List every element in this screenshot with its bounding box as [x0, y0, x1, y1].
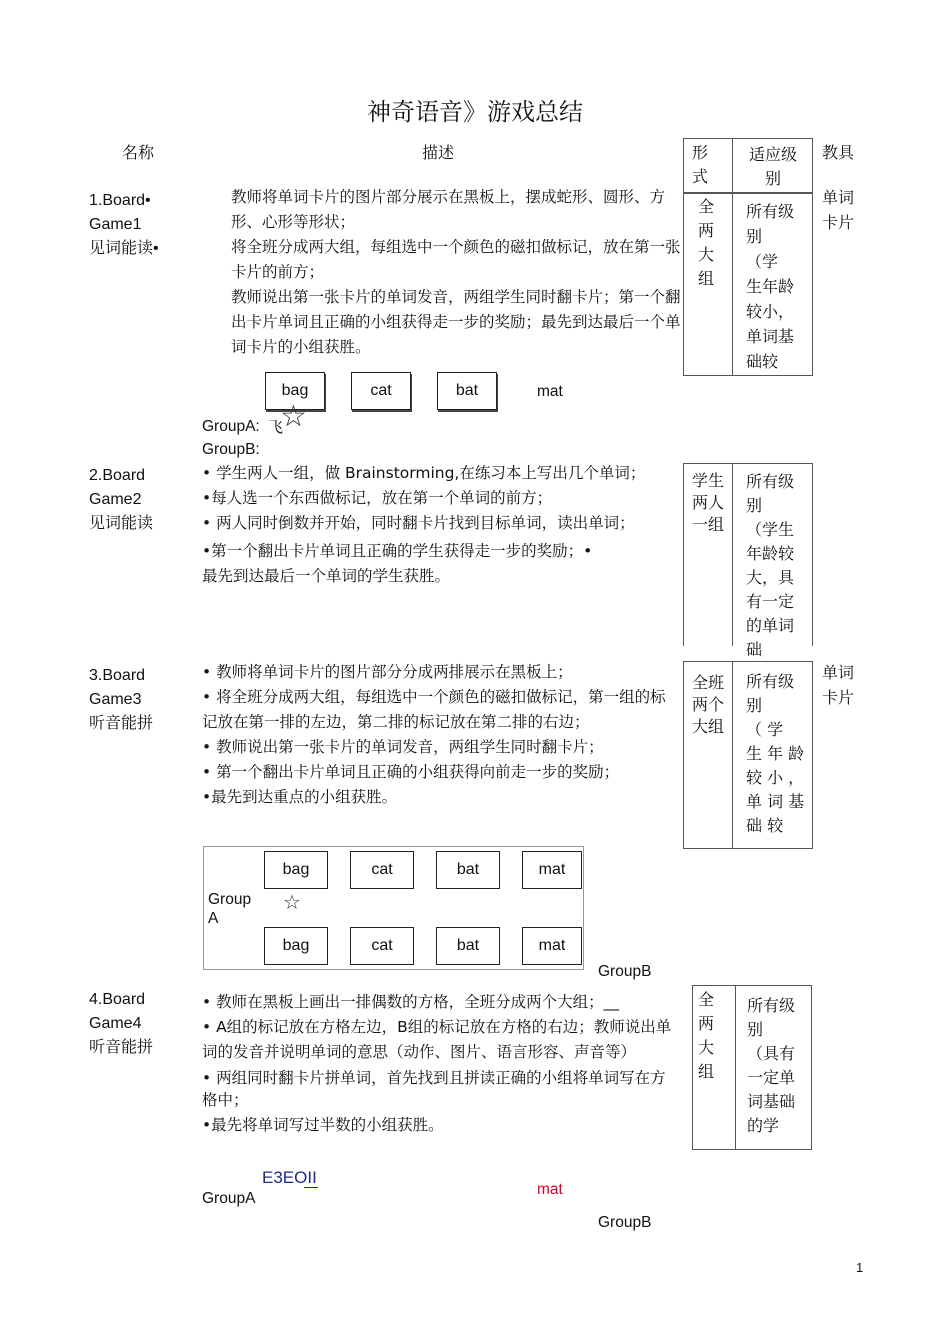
game3-level: 所有级 别 （ 学 生 年 龄 较 小 ， 单 词 基 础 较 — [746, 672, 805, 835]
game3-desc-para: • 第一个翻出卡片单词且正确的小组获得向前走一步的奖励； — [202, 763, 620, 781]
game2-desc-para: 最先到达最后一个单词的学生获胜。 — [202, 567, 451, 585]
header-level: 适应级 别 — [748, 145, 797, 188]
game3-name-line: Game3 — [89, 691, 142, 708]
word-card: bat — [437, 372, 497, 410]
game2-level: 所有级 别 （学生 年龄较 大，具 有一定 的单词 础 — [746, 472, 795, 659]
game2-name-line: 见词能读 — [89, 515, 154, 532]
header-desc: 描述 — [422, 143, 455, 162]
game4-name-line: 4.Board — [89, 991, 146, 1008]
game4-desc-para: •最先将单词写过半数的小组获胜。 — [202, 1116, 444, 1134]
game3-tools: 单词 卡片 — [822, 663, 855, 707]
code-text — [262, 1168, 317, 1188]
word-card: mat — [522, 927, 582, 965]
star-icon: ☆ — [280, 399, 307, 434]
game3-description — [202, 660, 680, 810]
game2-desc-para: • 学生两人一组，做 Brainstorming,在练习本上写出几个单词； — [202, 464, 646, 482]
star-icon: ☆ — [283, 890, 301, 914]
word-card: bag — [264, 851, 328, 889]
game4-name — [89, 988, 153, 1060]
game4-description — [202, 990, 680, 1138]
game3-name-line: 听音能拼 — [89, 715, 154, 732]
game2-table — [683, 463, 813, 659]
red-word-mat: mat — [537, 1181, 563, 1198]
group-a-mark: 飞 — [268, 418, 284, 436]
word-card: cat — [351, 372, 411, 410]
word-card: cat — [350, 927, 414, 965]
word-card: bag — [265, 372, 325, 410]
game4-desc-para: • A组的标记放在方格左边，B组的标记放在方格的右边；教师说出单词的发音并说明单词的意思（动作、图片、语言形容、声音等） — [202, 1018, 672, 1061]
game1-desc-para: 教师说出第一张卡片的单词发音，两组学生同时翻卡片；第一个翻出卡片单词且正确的小组获得走一步的奖励；最先到达最后一个单词卡片的小组获胜。 — [231, 288, 681, 356]
game3-table — [683, 661, 813, 849]
game3-desc-para: •最先到达重点的小组获胜。 — [202, 788, 398, 806]
code-value: E3EOII — [262, 1168, 317, 1187]
page-number: 1 — [856, 1260, 864, 1275]
group-a-label: Group A — [208, 891, 252, 927]
game4-form: 全 两 大 组 — [698, 990, 715, 1081]
code-underline — [304, 1187, 318, 1188]
game2-name — [89, 464, 153, 536]
word-mat: mat — [537, 383, 563, 400]
game4-desc-para: • 两组同时翻卡片拼单词，首先找到且拼读正确的小组将单词写在方格中； — [202, 1069, 666, 1109]
game4-name-line: Game4 — [89, 1015, 142, 1032]
word-card: bag — [264, 927, 328, 965]
game3-desc-para: • 教师将单词卡片的图片部分分成两排展示在黑板上； — [202, 663, 573, 681]
group-b-label: GroupB: — [202, 441, 260, 458]
game1-tools: 单词 卡片 — [822, 188, 855, 232]
group-a-label: GroupA: — [202, 418, 260, 435]
game4-desc-para: • 教师在黑板上画出一排偶数的方格，全班分成两个大组；__ — [202, 993, 620, 1011]
game2-desc-para: •每人选一个东西做标记，放在第一个单词的前方； — [202, 489, 553, 507]
page-title: 神奇语音》游戏总结 — [367, 98, 583, 126]
game3-form: 全班 两个 大组 — [692, 673, 725, 736]
game2-form: 学生 两人 一组 — [692, 471, 725, 534]
game3-name — [89, 664, 153, 736]
game1-description — [231, 185, 681, 360]
game2-desc-para: •第一个翻出卡片单词且正确的学生获得走一步的奖励；• — [202, 542, 593, 560]
game2-name-line: 2.Board — [89, 467, 146, 484]
game4-table — [692, 985, 812, 1150]
game1-name-line: 1.Board• — [89, 192, 151, 209]
game1-name-line: Game1 — [89, 216, 142, 233]
header-tools: 教具 — [822, 143, 855, 162]
game2-name-line: Game2 — [89, 491, 142, 508]
game2-desc-para: • 两人同时倒数并开始，同时翻卡片找到目标单词，读出单词； — [202, 514, 635, 532]
header-table — [683, 138, 813, 194]
word-card: bat — [436, 851, 500, 889]
game4-name-line: 听音能拼 — [89, 1039, 154, 1056]
game1-level: 所有级 别 （学 生年龄 较小， 单词基 础较 — [746, 202, 795, 371]
word-card: mat — [522, 851, 582, 889]
header-form: 形 式 — [692, 143, 709, 186]
game4-level: 所有级 别 （具有 一定单 词基础 的学 — [747, 996, 796, 1135]
header-name: 名称 — [122, 143, 155, 162]
group-a-label: GroupA — [202, 1190, 256, 1207]
game1-desc-para: 将全班分成两大组，每组选中一个颜色的磁扣做标记，放在第一张卡片的前方； — [231, 238, 681, 281]
game3-name-line: 3.Board — [89, 667, 146, 684]
game3-desc-para: • 教师说出第一张卡片的单词发音，两组学生同时翻卡片； — [202, 738, 604, 756]
game1-desc-para: 教师将单词卡片的图片部分展示在黑板上，摆成蛇形、圆形、方形、心形等形状； — [231, 188, 666, 231]
game1-form: 全 两 大 组 — [698, 197, 715, 288]
game1-name — [89, 189, 159, 261]
game1-name-line: 见词能读• — [89, 240, 159, 257]
word-card: cat — [350, 851, 414, 889]
game2-description — [202, 461, 680, 589]
word-card: bat — [436, 927, 500, 965]
game3-desc-para: • 将全班分成两大组，每组选中一个颜色的磁扣做标记，第一组的标记放在第一排的左边，第二排的标记放在第二排的右边； — [202, 688, 666, 731]
group-b-label: GroupB — [598, 1214, 652, 1231]
group-b-label: GroupB — [598, 963, 652, 980]
game1-table — [683, 192, 813, 376]
